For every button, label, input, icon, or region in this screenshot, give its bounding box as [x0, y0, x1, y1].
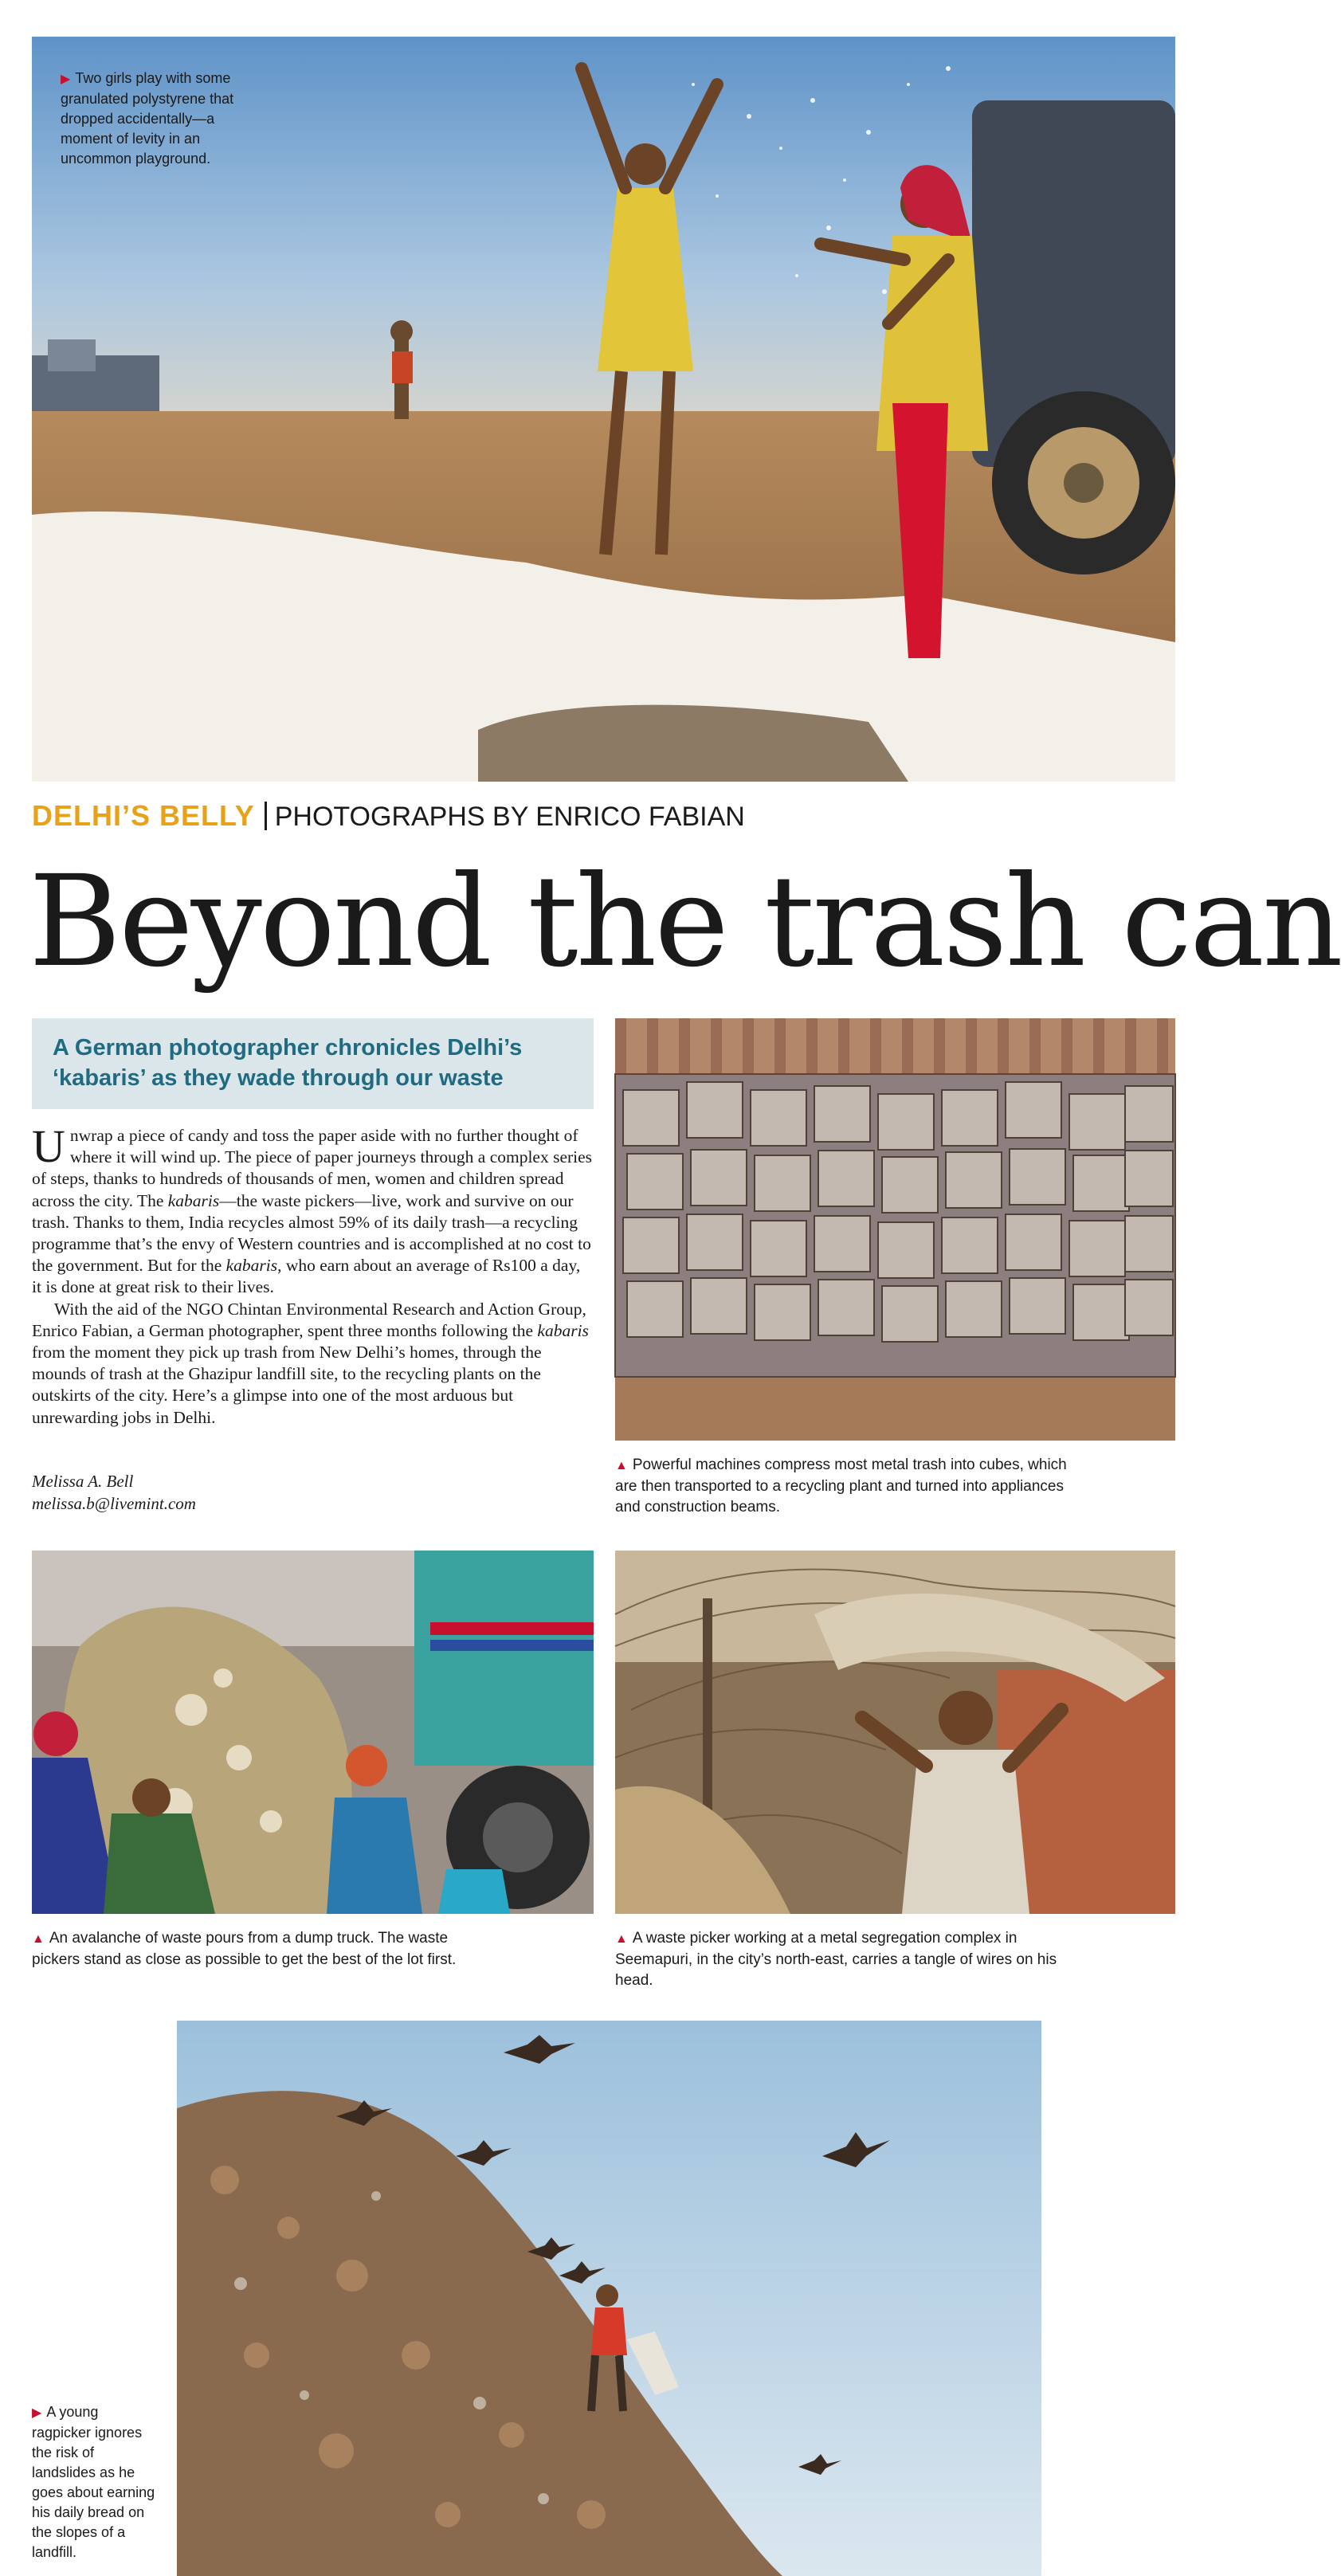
- p2-text-b: from the moment they pick up trash from New Delhi’s homes, through the mounds of trash at the Ghazipur landfill site, to the recycling plants on the outskirts of the city. Here’s a glimpse into one of the most arduous but unrewarding jobs in Delhi.: [32, 1343, 542, 1427]
- photo-caption-cubes: [615, 1455, 1085, 1518]
- caption-marker-icon: ▲: [32, 1932, 45, 1946]
- kabaris-term: kabaris: [537, 1320, 589, 1340]
- section-label: DELHI’S BELLY: [32, 799, 255, 832]
- caption-text: An avalanche of waste pours from a dump truck. The waste pickers stand as close as possible to get the best of the lot first.: [32, 1930, 457, 1968]
- p2-text-a: With the aid of the NGO Chintan Environmental Research and Action Group, Enrico Fabian, a German photographer, spent three months following the: [32, 1299, 586, 1340]
- photo-caption-wires: [615, 1928, 1061, 1991]
- p1-text-a: nwrap a piece of candy and toss the paper aside with no further thought of where it will wind up. The piece of paper journeys through a complex series of steps, thanks to hundreds of thousands of men, women and children spread across the city. The: [32, 1126, 593, 1210]
- byline-email: melissa.b@livemint.com: [32, 1494, 196, 1513]
- photo-metal-cubes: [615, 1018, 1175, 1441]
- metal-cubes-illustration: [615, 1018, 1175, 1441]
- article-paragraph-2: [32, 1299, 594, 1429]
- caption-marker-icon: ▲: [615, 1459, 628, 1472]
- kabaris-term: kabaris: [167, 1190, 220, 1210]
- p1-text-b: —the waste pickers—live, work and survive on our trash. Thanks to them, India recycles almost 59% of its daily trash—a recycling programme that’s the envy of Western countries and is accomplished at no cost to the government. But for the: [32, 1190, 591, 1276]
- section-kicker: [32, 799, 745, 836]
- headline: Beyond the trash can: [29, 849, 1341, 995]
- standfirst: [32, 1018, 594, 1109]
- dump-truck-illustration: [32, 1551, 594, 1914]
- kabaris-term: kabaris: [225, 1256, 278, 1276]
- byline-name: Melissa A. Bell: [32, 1472, 134, 1491]
- caption-marker-icon: ▶: [61, 73, 71, 86]
- photo-caption-dump-truck: [32, 1928, 478, 1970]
- p1-text-c: , who earn about an average of Rs100 a day, it is done at great risk to their lives.: [32, 1256, 581, 1297]
- photo-landfill-ragpicker: [177, 2021, 1041, 2576]
- caption-text: Two girls play with some granulated polystyrene that dropped accidentally—a moment of levity in an uncommon playground.: [61, 70, 234, 167]
- photo-caption-girls: [61, 69, 260, 169]
- landfill-illustration: [177, 2021, 1041, 2576]
- drop-cap: U: [32, 1120, 65, 1172]
- caption-marker-icon: ▶: [32, 2406, 42, 2420]
- caption-text: A waste picker working at a metal segregation complex in Seemapuri, in the city’s north-east, carries a tangle of wires on his head.: [615, 1930, 1057, 1989]
- article-paragraph-1: [32, 1120, 594, 1299]
- standfirst-text: A German photographer chronicles Delhi’s ‘kabaris’ as they wade through our waste: [53, 1035, 523, 1091]
- kicker-divider: [265, 802, 267, 830]
- photo-caption-landfill: [32, 2402, 159, 2562]
- photo-dump-truck: [32, 1551, 594, 1914]
- article-body: [32, 1120, 594, 1429]
- wire-carrier-illustration: [615, 1551, 1175, 1914]
- byline: [32, 1470, 196, 1515]
- caption-marker-icon: ▲: [615, 1932, 628, 1946]
- photo-wire-carrier: [615, 1551, 1175, 1914]
- photo-credit: PHOTOGRAPHS BY ENRICO FABIAN: [274, 802, 745, 832]
- caption-text: A young ragpicker ignores the risk of landslides as he goes about earning his daily bread on the slopes of a landfill.: [32, 2404, 155, 2560]
- caption-text: Powerful machines compress most metal trash into cubes, which are then transported to a recycling plant and turned into appliances and construction beams.: [615, 1457, 1067, 1515]
